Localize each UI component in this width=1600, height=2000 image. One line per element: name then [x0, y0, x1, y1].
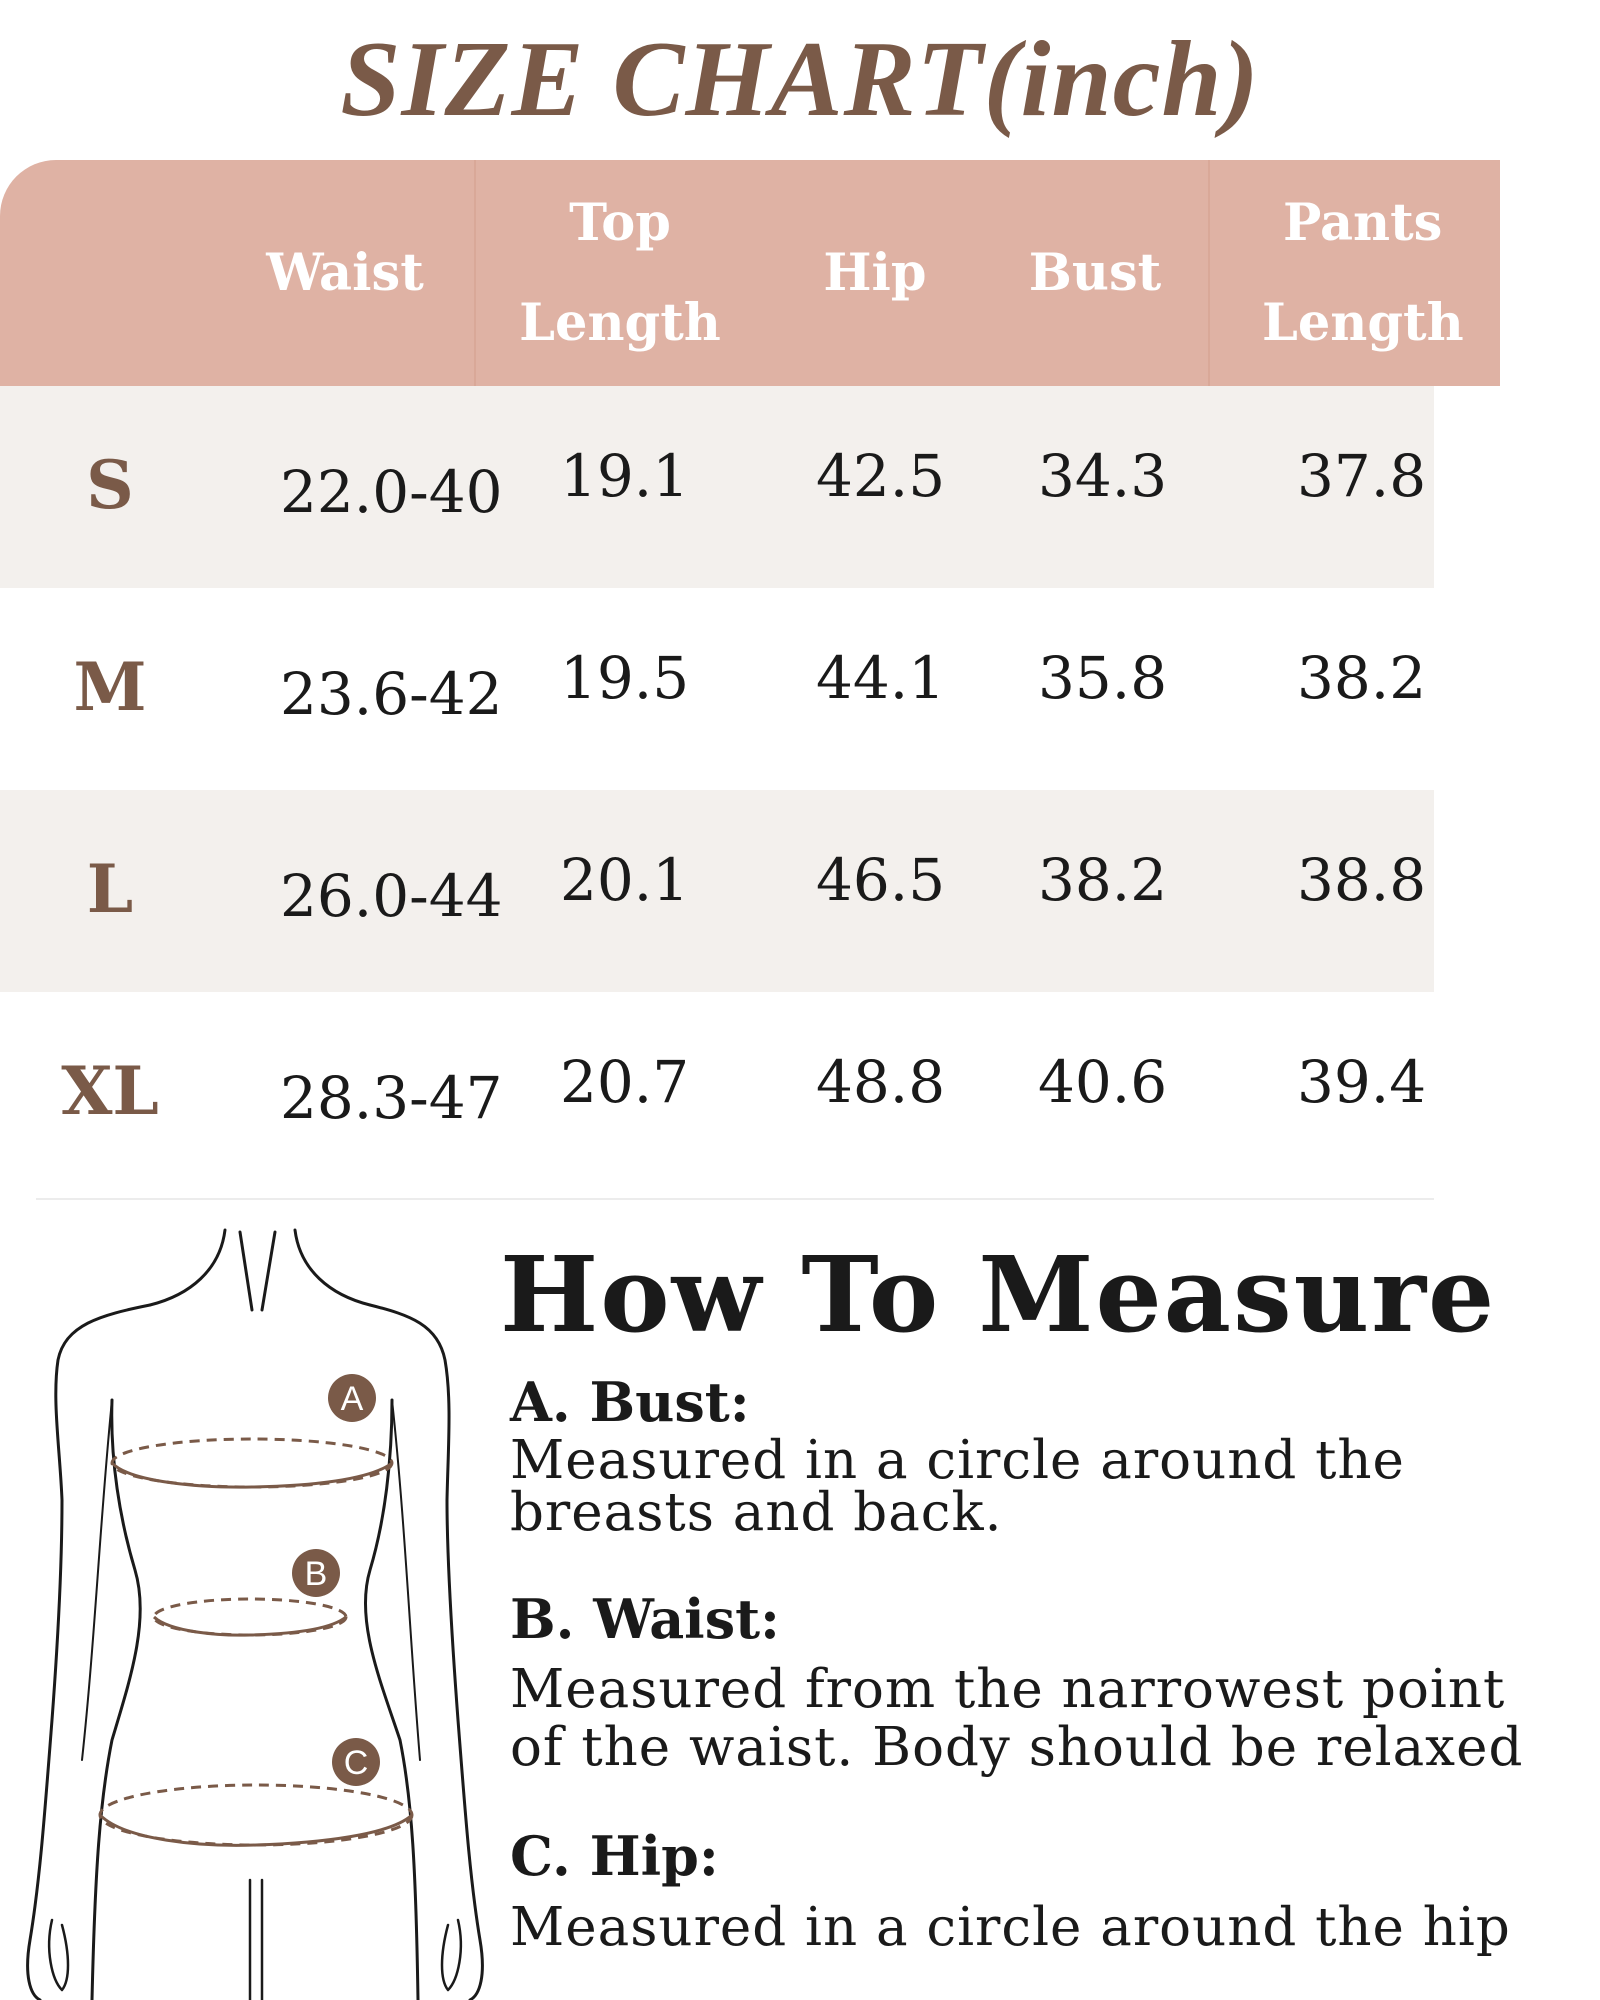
header-top-length-line1: Top — [569, 193, 671, 253]
top-length-value: 20.7 — [560, 1048, 690, 1116]
header-pants-length — [1250, 160, 1464, 386]
bust-description-line1: Measured in a circle around the — [510, 1430, 1405, 1491]
hip-value: 46.5 — [816, 846, 946, 914]
right-arm-outline — [370, 1305, 482, 2000]
how-to-measure-section — [500, 1230, 1524, 2000]
left-torso-outline — [92, 1400, 140, 2000]
bust-value: 34.3 — [1038, 442, 1168, 510]
section-divider — [36, 1198, 1434, 1200]
waist-description-line1: Measured from the narrowest point — [510, 1659, 1506, 1720]
header-top-length-line2: Length — [519, 293, 721, 353]
marker-b-icon — [292, 1549, 340, 1597]
top-length-value: 19.1 — [560, 442, 690, 510]
hip-heading: C. Hip: — [510, 1824, 719, 1888]
neck-tendons — [240, 1232, 275, 1310]
hip-value: 48.8 — [816, 1048, 946, 1116]
size-label: XL — [61, 1052, 159, 1130]
marker-c-icon — [332, 1738, 380, 1786]
right-hand — [442, 1920, 461, 1990]
bust-value: 35.8 — [1038, 644, 1168, 712]
waist-value: 28.3-47 — [280, 1064, 503, 1132]
header-bust-label: Bust — [1028, 243, 1162, 303]
leg-gap — [250, 1880, 262, 2000]
waist-value: 23.6-42 — [280, 660, 503, 728]
pants-length-value: 38.8 — [1297, 846, 1427, 914]
body-measure-illustration — [0, 1220, 500, 2000]
header-top-length — [500, 160, 740, 386]
bust-loop-front — [112, 1463, 392, 1487]
header-divider — [1208, 160, 1210, 386]
header-bust — [1010, 160, 1180, 386]
marker-a-letter: A — [340, 1380, 364, 1418]
hip-loop-front — [100, 1815, 412, 1845]
size-label: L — [86, 850, 134, 928]
marker-a-icon — [328, 1374, 376, 1422]
waist-loop-front — [154, 1617, 346, 1635]
header-hip — [790, 160, 960, 386]
hip-value: 44.1 — [816, 644, 946, 712]
bust-heading: A. Bust: — [510, 1370, 750, 1434]
hip-description-line1: Measured in a circle around the hip — [510, 1897, 1511, 1958]
header-pants-length-line1: Pants — [1283, 193, 1443, 253]
table-header — [0, 160, 1500, 386]
neck-outline-left — [150, 1230, 225, 1305]
pants-length-value: 39.4 — [1297, 1048, 1427, 1116]
bust-value: 40.6 — [1038, 1048, 1168, 1116]
waist-description-line2: of the waist. Body should be relaxed — [510, 1717, 1524, 1778]
bust-value: 38.2 — [1038, 846, 1168, 914]
header-waist-label: Waist — [266, 243, 424, 303]
waist-value: 22.0-40 — [280, 458, 503, 526]
table-row — [0, 992, 1434, 1194]
waist-heading: B. Waist: — [510, 1587, 780, 1651]
pants-length-value: 38.2 — [1297, 644, 1427, 712]
size-label: S — [86, 446, 134, 524]
left-arm-outline — [28, 1305, 150, 2000]
pants-length-value: 37.8 — [1297, 442, 1427, 510]
header-pants-length-line2: Length — [1262, 293, 1464, 353]
header-waist — [240, 160, 450, 386]
neck-outline-right — [295, 1230, 370, 1305]
top-length-value: 19.5 — [560, 644, 690, 712]
right-inner-arm — [392, 1400, 420, 1760]
right-torso-outline — [365, 1400, 418, 2000]
bust-description-line2: breasts and back. — [510, 1482, 1003, 1543]
marker-b-letter: B — [304, 1555, 328, 1593]
how-to-measure-title: How To Measure — [500, 1233, 1497, 1356]
top-length-value: 20.1 — [560, 846, 690, 914]
size-table — [0, 160, 1464, 1200]
left-inner-arm — [82, 1400, 112, 1760]
table-row — [0, 386, 1434, 588]
table-row — [0, 790, 1434, 992]
marker-c-letter: C — [343, 1744, 369, 1782]
header-hip-label: Hip — [823, 243, 927, 303]
size-chart-title: SIZE CHART(inch) — [340, 20, 1260, 139]
size-label: M — [73, 648, 147, 726]
left-hand — [49, 1920, 68, 1990]
table-row — [0, 588, 1434, 790]
hip-value: 42.5 — [816, 442, 946, 510]
header-divider — [474, 160, 476, 386]
waist-value: 26.0-44 — [280, 862, 503, 930]
